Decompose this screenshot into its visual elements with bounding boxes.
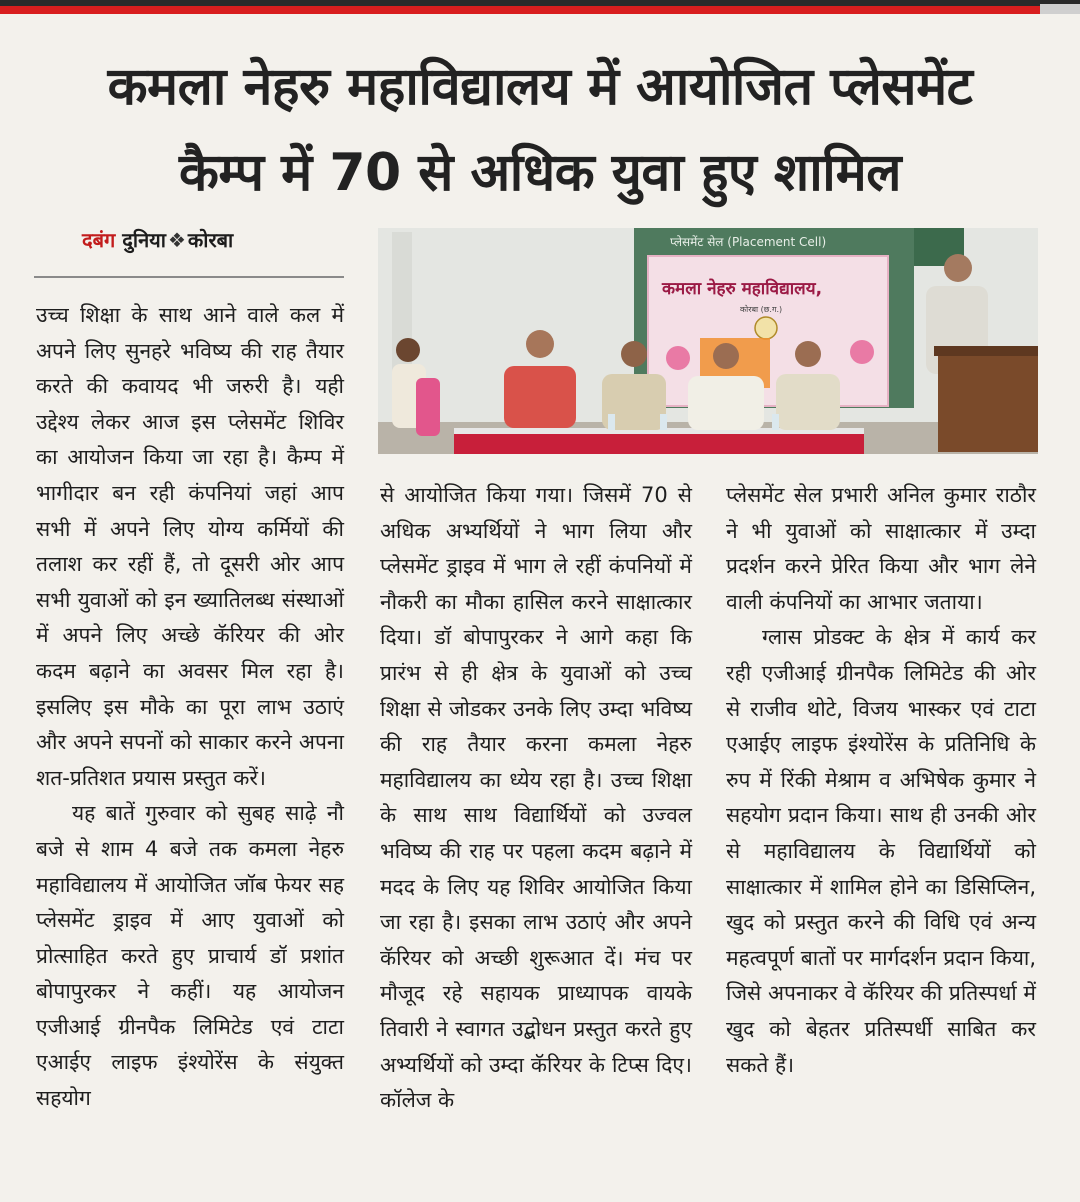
photo-banner-text: कमला नेहरु महाविद्यालय, xyxy=(662,279,823,299)
photo-board-title: प्लेसमेंट सेल (Placement Cell) xyxy=(670,235,827,249)
top-red-stripe xyxy=(0,6,1040,14)
event-photo-illustration xyxy=(378,228,1038,454)
article-column-3 xyxy=(726,478,1036,1083)
event-photo xyxy=(378,228,1038,454)
byline-place: कोरबा xyxy=(187,228,234,252)
top-color-bar xyxy=(0,0,1080,10)
col3-paragraph-2: ग्लास प्रोडक्ट के क्षेत्र में कार्य कर रही एजीआई ग्रीनपैक लिमिटेड की ओर से राजीव थोटे, विजय भास्कर एवं टाटा एआईए लाइफ इंश्योरेंस के प्रतिनिधि के रुप में रिंकी मेश्राम व अभिषेक कुमार ने सहयोग प्रदान किया। साथ ही उनकी ओर से महाविद्यालय के विद्यार्थियों को साक्षात्कार में शामिल होने का डिसिप्लिन, खुद को प्रस्तुत करने की विधि एवं अन्य महत्वपूर्ण बातों पर मार्गदर्शन प्रदान किया, जिसे अपनाकर वे कॅरियर की प्रतिस्पर्धा में खुद को बेहतर प्रतिस्पर्धी साबित कर सकते हैं। xyxy=(726,625,1036,1077)
byline-brand: दबंग xyxy=(82,228,116,252)
col3-paragraph-1: प्लेसमेंट सेल प्रभारी अनिल कुमार राठौर ने भी युवाओं को साक्षात्कार में उम्दा प्रदर्शन करने प्रेरित किया और भाग लेने वाली कंपनियों का आभार जताया। xyxy=(726,483,1036,614)
col1-paragraph-2: यह बातें गुरुवार को सुबह साढ़े नौ बजे से शाम 4 बजे तक कमला नेहरु महाविद्यालय में आयोजित जॉब फेयर सह प्लेसमेंट ड्राइव में आए युवाओं को प्रोत्साहित करते हुए प्राचार्य डॉ प्रशांत बोपापुरकर ने कहीं। यह आयोजन एजीआई ग्रीनपैक लिमिटेड एवं टाटा एआईए लाइफ इंश्योरेंस के संयुक्त सहयोग xyxy=(36,801,344,1111)
article-column-2 xyxy=(380,478,692,1119)
byline-rule xyxy=(34,276,344,278)
article-column-1 xyxy=(36,298,344,1117)
headline-line-1: कमला नेहरु महाविद्यालय में आयोजित प्लेसमेंट xyxy=(107,57,973,117)
col2-paragraph-1: से आयोजित किया गया। जिसमें 70 से अधिक अभ्यर्थियों ने भाग लिया और प्लेसमेंट ड्राइव में भाग ले रहीं कंपनियों में नौकरी का मौका हासिल करने साक्षात्कार दिया। डॉ बोपापुरकर ने आगे कहा कि प्रारंभ से ही क्षेत्र के युवाओं को उच्च शिक्षा से जोडकर उनके लिए उम्दा भविष्य की राह तैयार करना कमला नेहरु महाविद्यालय का ध्येय रहा है। उच्च शिक्षा के साथ साथ विद्यार्थियों को उज्वल भविष्य की राह पर पहला कदम बढ़ाने में मदद के लिए यह शिविर आयोजित किया जा रहा है। इसका लाभ उठाएं और अपने कॅरियर को अच्छी शुरूआत दें। मंच पर मौजूद रहे सहायक प्राध्यापक वायके तिवारी ने स्वागत उद्बोधन प्रस्तुत करते हुए अभ्यर्थियों को उम्दा कॅरियर के टिप्स दिए। कॉलेज के xyxy=(380,483,692,1113)
headline-line-2: कैम्प में 70 से अधिक युवा हुए शामिल xyxy=(178,143,902,203)
top-grey-tab xyxy=(1040,4,1080,14)
byline-paper: दुनिया xyxy=(122,228,166,252)
col1-paragraph-1: उच्च शिक्षा के साथ आने वाले कल में अपने लिए सुनहरे भविष्य की राह तैयार करते की कवायद भी जरुरी है। यही उद्देश्य लेकर आज इस प्लेसमेंट शिविर का आयोजन किया जा रहा है। कैम्प में भागीदार बन रही कंपनियां जहां आप सभी में अपने लिए योग्य कर्मियों की तलाश कर रहीं हैं, तो दूसरी ओर आप सभी युवाओं को इन ख्यातिलब्ध संस्थाओं में अपने लिए अच्छे कॅरियर की ओर कदम बढ़ाने का अवसर मिल रहा है। इसलिए इस मौके का पूरा लाभ उठाएं और अपने सपनों को साकार करने अपना शत-प्रतिशत प्रयास प्रस्तुत करें। xyxy=(36,303,344,790)
byline xyxy=(82,226,233,253)
headline xyxy=(20,44,1060,216)
byline-separator-icon: ❖ xyxy=(167,228,186,252)
photo-banner-sub: कोरबा (छ.ग.) xyxy=(740,305,783,314)
